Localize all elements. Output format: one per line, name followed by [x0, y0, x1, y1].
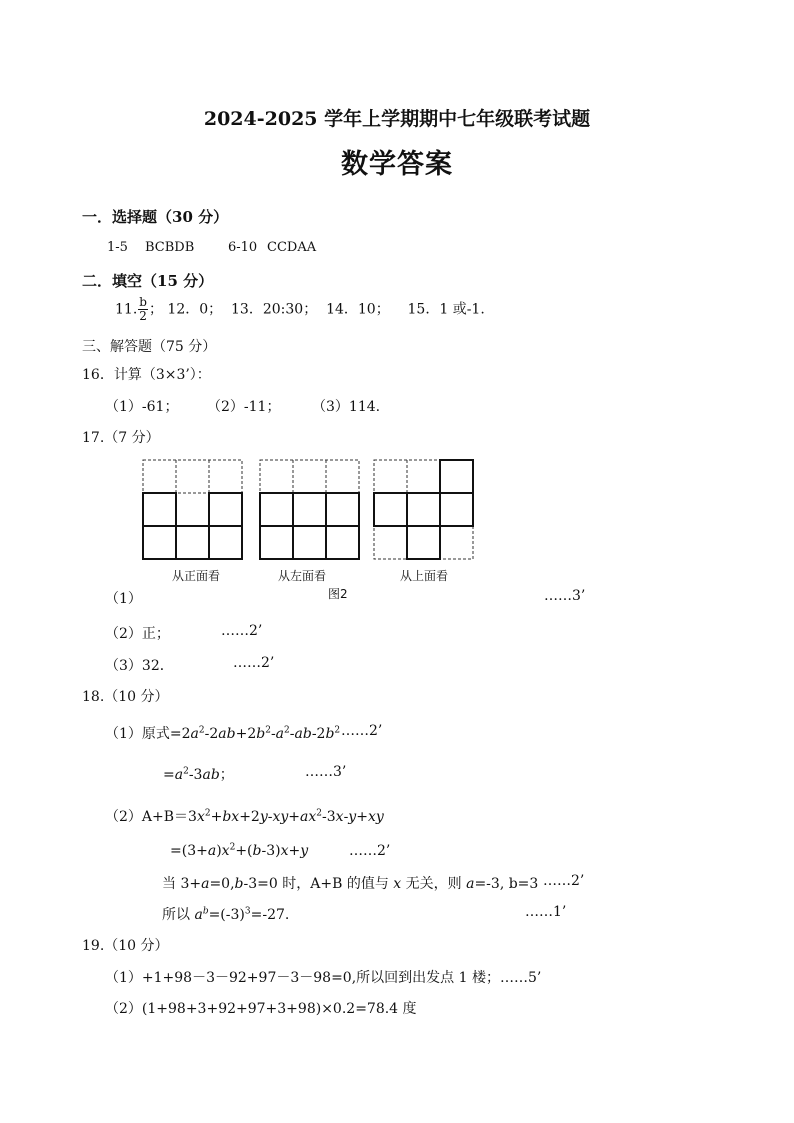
front-view-square [209, 526, 242, 559]
q17-part1-label: （1） [105, 591, 142, 607]
mc-range-2: 6-10 [228, 240, 258, 255]
q19-part1: （1）+1+98－3－92+97－3－98=0,所以回到出发点 1 楼；……5’ [105, 970, 542, 986]
three-views-figure [140, 458, 480, 562]
top-view-square [440, 460, 473, 493]
left-view-square [326, 526, 359, 559]
front-view-square [209, 493, 242, 526]
left-view-square [260, 526, 293, 559]
q17-part3: （3）32． [105, 658, 174, 674]
q18-part1b-score: ……3’ [305, 764, 347, 780]
mc-answers-1: BCBDB [145, 240, 195, 255]
q16-heading: 16．计算（3×3’）： [82, 367, 211, 383]
front-view-label: 从正面看 [172, 569, 221, 583]
q18-part2-line3: 当 3+a=0,b-3=0 时，A+B 的值与 x 无关，则 a=-3, b=3 [162, 876, 539, 892]
left-view-label: 从左面看 [278, 569, 327, 583]
q19-part2: （2）(1+98+3+92+97+3+98)×0.2=78.4 度 [105, 1001, 417, 1017]
q18-part2-line4: 所以 $a^b=(-3)^3=-27$. [162, 906, 290, 923]
q19-heading: 19.（10 分） [82, 938, 169, 954]
figure-label: 图2 [328, 587, 348, 601]
q16-answer-1: （1）-61； [105, 399, 179, 415]
left-view-square [326, 493, 359, 526]
q18-part2-line2: $=(3+a)x^2+(b-3)x+y$ [170, 842, 309, 859]
left-view-square [260, 493, 293, 526]
fill-blank-answers [115, 296, 485, 323]
q16-answer-2: （2）-11； [207, 399, 281, 415]
section3-heading: 三、解答题（75 分） [82, 339, 217, 355]
q12-15-answers: 12．0； 13．20:30； 14．10； 15．1 或-1. [167, 301, 485, 318]
q18-part2-line1: $(2)A+B=3x^2+bx+2y-xy+ax^2-3x-y+xy$ [105, 808, 384, 825]
section1-heading: 一．选择题（30 分） [82, 208, 229, 226]
q11-numerator: b [139, 295, 147, 309]
q11-fraction [138, 296, 148, 323]
q18-part1-score: ……2’ [341, 723, 383, 739]
q17-part3-score: ……2’ [233, 655, 275, 671]
q18-part2c-score: ……2’ [543, 873, 585, 889]
q17-part2: （2）正； [105, 626, 170, 642]
left-view-square [293, 526, 326, 559]
top-view-square [374, 493, 407, 526]
mc-answers-2: CCDAA [267, 240, 317, 255]
top-view-square [407, 526, 440, 559]
q18-heading: 18.（10 分） [82, 689, 169, 705]
document-title: 2024-2025 学年上学期期中七年级联考试题 [203, 108, 591, 130]
q18-part2-score: ……2’ [349, 843, 391, 859]
front-view-square [143, 526, 176, 559]
q18-part1-line1: （1）原式$=2a^2-2ab+2b^2-a^2-ab-2b^2$ [105, 725, 341, 742]
q11-label: 11. [115, 301, 138, 318]
section2-heading: 二．填空（15 分） [82, 272, 214, 290]
front-view-square [176, 526, 209, 559]
left-view-square [293, 493, 326, 526]
q17-part1-score: ……3’ [544, 588, 586, 604]
top-view-square [440, 493, 473, 526]
q18-part2d-score: ……1’ [525, 904, 567, 920]
q11-denominator: 2 [139, 309, 147, 323]
q18-part1-line2: $=a^2-3ab$； [163, 766, 234, 783]
q17-part2-score: ……2’ [221, 623, 263, 639]
q16-answer-3: （3）114. [312, 399, 381, 415]
front-view-square [143, 493, 176, 526]
q17-heading: 17.（7 分） [82, 430, 160, 446]
document-subtitle: 数学答案 [341, 149, 453, 180]
top-view-square [407, 493, 440, 526]
q11-suffix: ； [148, 301, 163, 318]
mc-range-1: 1-5 [107, 240, 128, 255]
top-view-label: 从上面看 [400, 569, 449, 583]
